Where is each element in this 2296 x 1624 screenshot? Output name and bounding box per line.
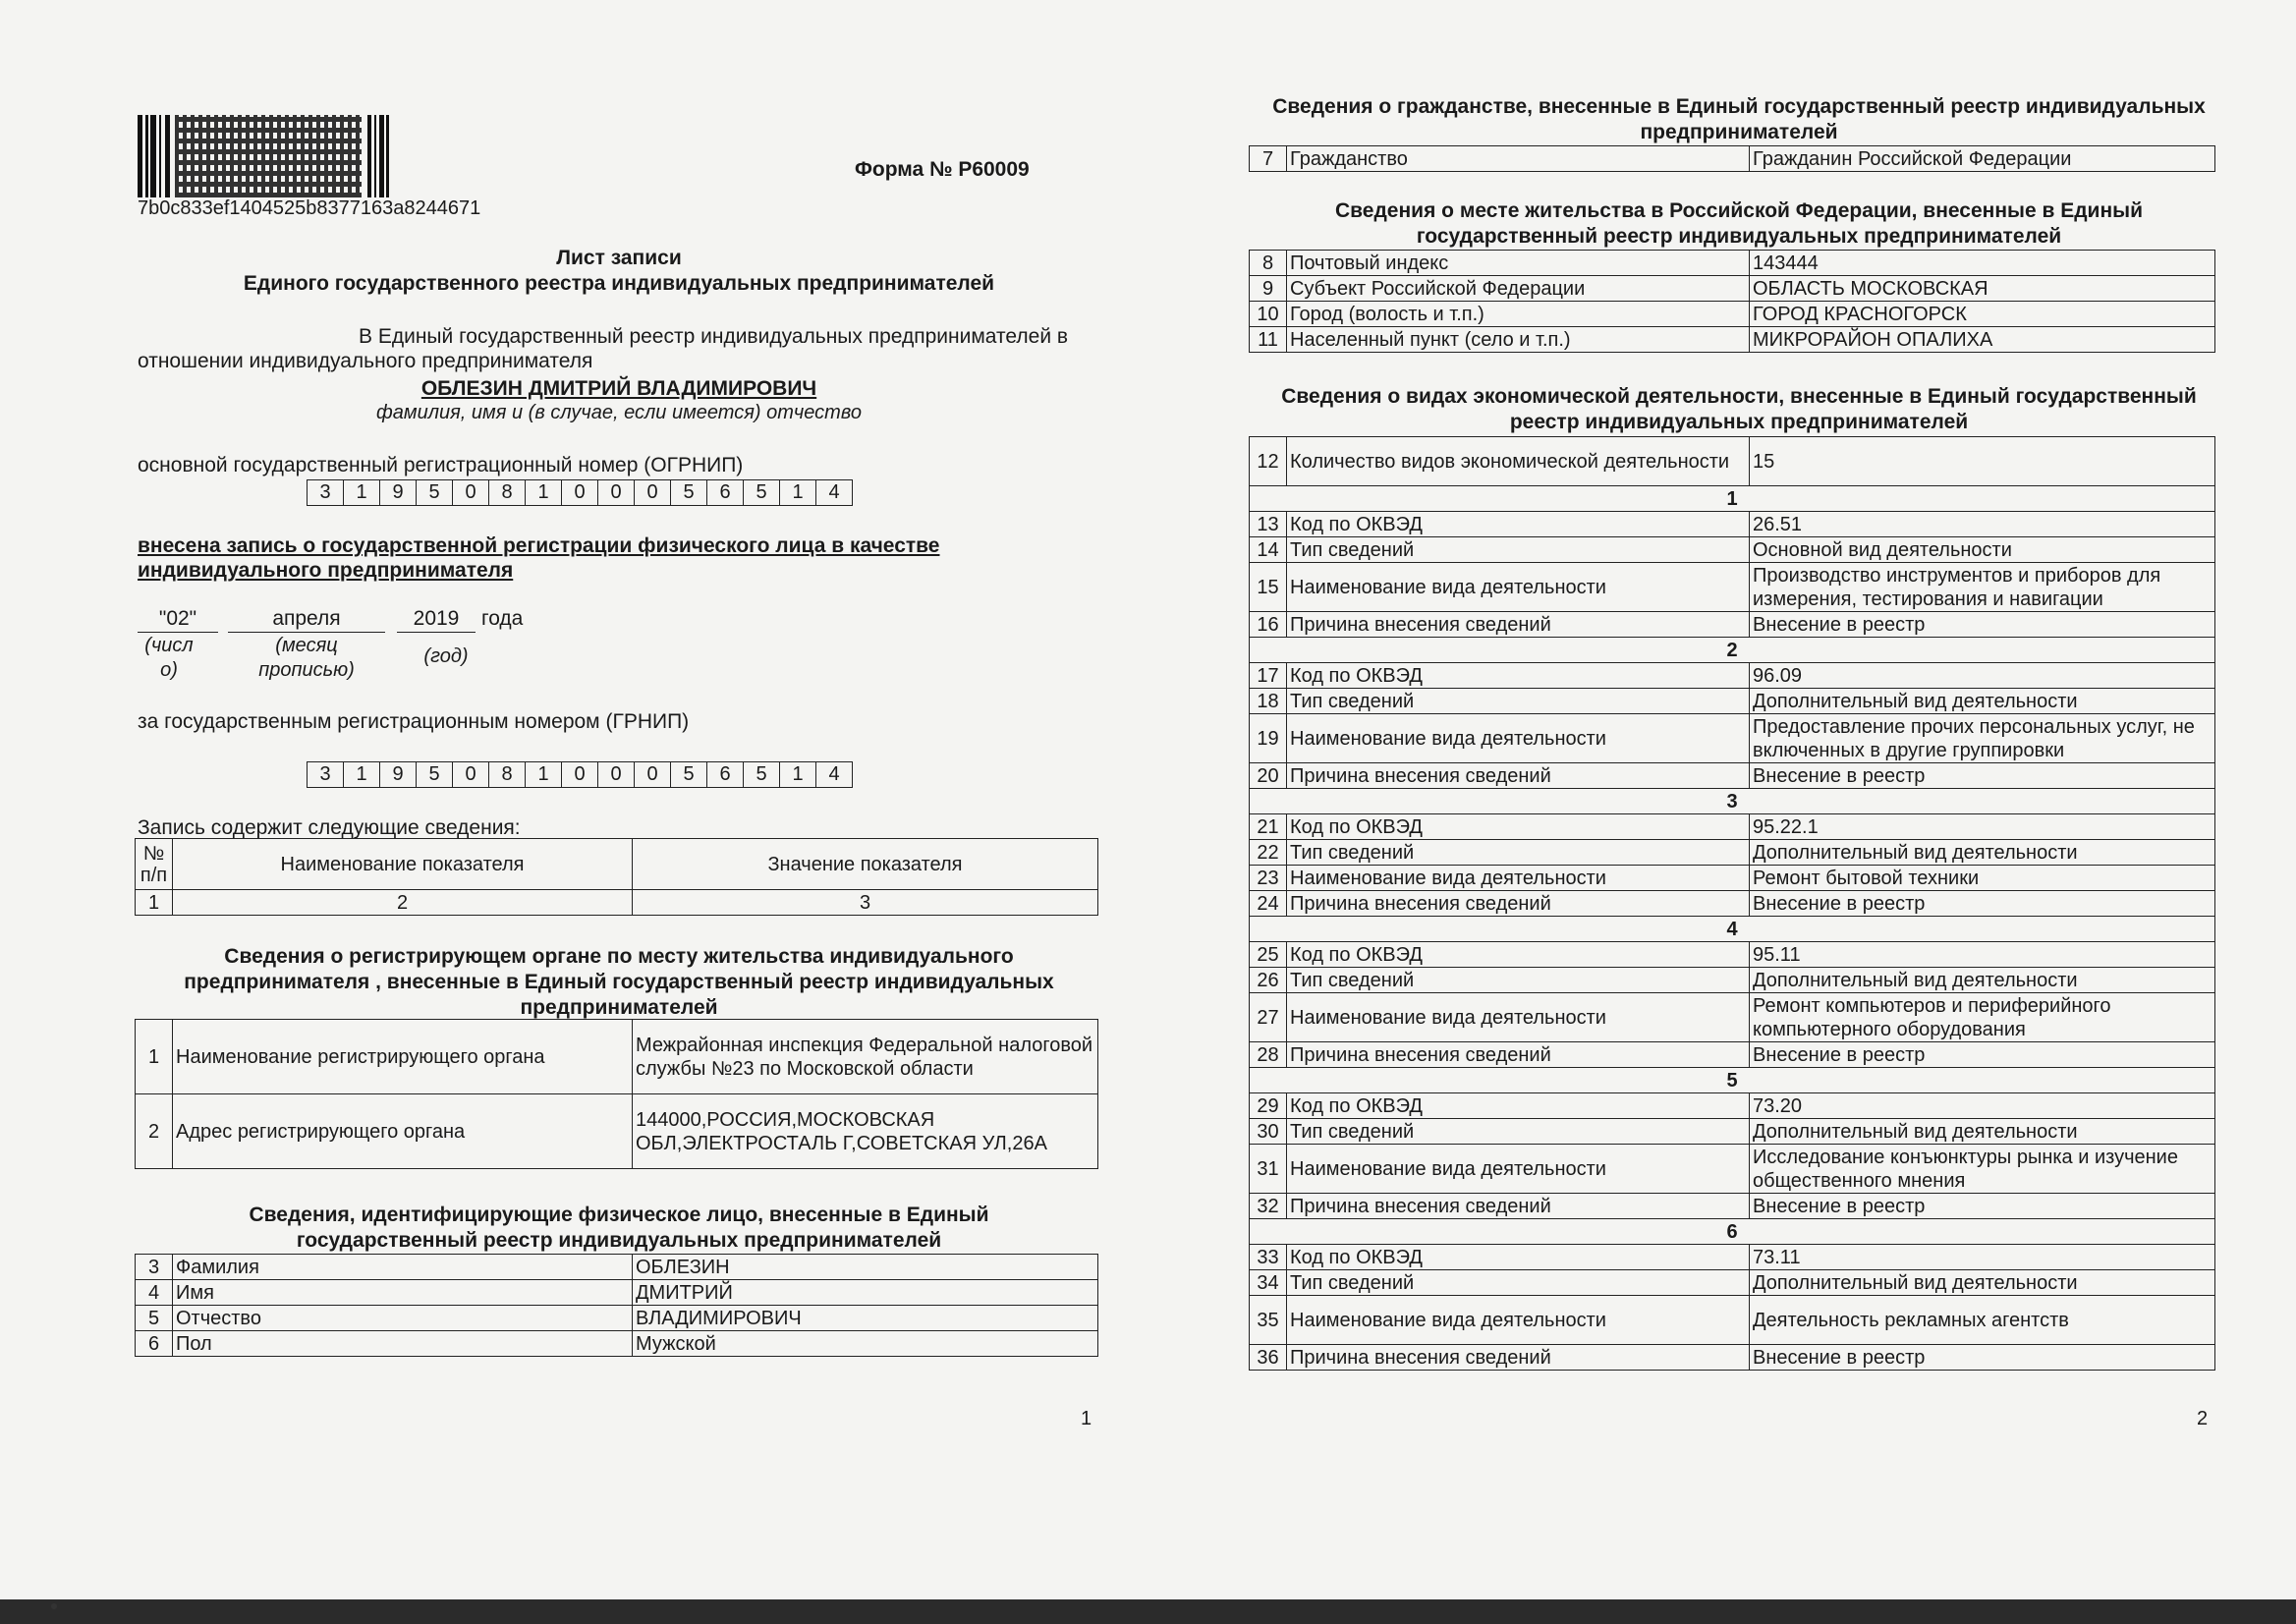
ogrnip-digit: 8	[488, 480, 525, 505]
activity-row	[1250, 942, 2215, 968]
grnip-digit: 1	[525, 762, 561, 787]
row-number: 19	[1250, 714, 1287, 763]
date-year-suffix: года	[481, 607, 524, 630]
activity-group-header	[1250, 1068, 2215, 1093]
row-field-value: 15	[1750, 437, 2215, 486]
activity-row	[1250, 714, 2215, 763]
row-field-name: Фамилия	[173, 1255, 633, 1280]
row-field-name: Причина внесения сведений	[1287, 612, 1750, 638]
row-number: 36	[1250, 1345, 1287, 1371]
ogrnip-digit: 5	[743, 480, 779, 505]
person-row	[136, 1255, 1098, 1280]
citizenship-table	[1249, 145, 2215, 172]
grnip-digit: 6	[706, 762, 743, 787]
row-number: 4	[136, 1280, 173, 1306]
activity-row	[1250, 1145, 2215, 1194]
ogrnip-digit: 6	[706, 480, 743, 505]
row-field-value: Дополнительный вид деятельности	[1750, 968, 2215, 993]
row-number: 18	[1250, 689, 1287, 714]
row-field-name: Причина внесения сведений	[1287, 1042, 1750, 1068]
row-number: 32	[1250, 1194, 1287, 1219]
row-number: 2	[136, 1094, 173, 1169]
intro-line-1: В Единый государственный реестр индивидуальных предпринимателей в	[359, 325, 1069, 348]
record-line-1: внесена запись о государственной регистрации физического лица в качестве	[138, 534, 940, 557]
person-table	[135, 1254, 1098, 1357]
ogrnip-digit: 1	[525, 480, 561, 505]
row-field-value: Дополнительный вид деятельности	[1750, 1270, 2215, 1296]
row-number: 31	[1250, 1145, 1287, 1194]
section-residence-title: Сведения о месте жительства в Российской Федерации, внесенные в Единый государственный реестр индивидуальных предпринимателей	[1334, 199, 2143, 248]
row-field-name: Наименование вида деятельности	[1287, 993, 1750, 1042]
activity-group-header	[1250, 638, 2215, 663]
row-field-value: Производство инструментов и приборов для измерения, тестирования и навигации	[1750, 563, 2215, 612]
row-field-name: Тип сведений	[1287, 968, 1750, 993]
row-field-name: Адрес регистрирующего органа	[173, 1094, 633, 1169]
row-field-name: Тип сведений	[1287, 537, 1750, 563]
row-field-name: Город (волость и т.п.)	[1287, 302, 1750, 327]
row-field-value: 95.11	[1750, 942, 2215, 968]
ogrnip-label: основной государственный регистрационный номер (ОГРНИП)	[138, 454, 744, 476]
residence-row	[1250, 276, 2215, 302]
row-field-value: Основной вид деятельности	[1750, 537, 2215, 563]
grnip-digits	[307, 761, 853, 788]
row-field-name: Гражданство	[1287, 146, 1750, 172]
row-field-value: Деятельность рекламных агентств	[1750, 1296, 2215, 1345]
row-field-value: 26.51	[1750, 512, 2215, 537]
row-field-value: ОБЛАСТЬ МОСКОВСКАЯ	[1750, 276, 2215, 302]
row-field-value: 143444	[1750, 251, 2215, 276]
activity-group-number: 4	[1250, 917, 2215, 942]
ogrnip-digit: 0	[561, 480, 597, 505]
grnip-digit: 3	[319, 763, 331, 785]
grnip-digit: 0	[452, 762, 488, 787]
row-field-value: Предоставление прочих персональных услуг, не включенных в другие группировки	[1750, 714, 2215, 763]
col-number-1: 1	[136, 890, 173, 916]
row-field-name: Код по ОКВЭД	[1287, 512, 1750, 537]
row-number: 7	[1250, 146, 1287, 172]
person-row	[136, 1331, 1098, 1357]
row-number: 1	[136, 1020, 173, 1094]
row-number: 23	[1250, 866, 1287, 891]
citizenship-row	[1250, 146, 2215, 172]
row-field-name: Причина внесения сведений	[1287, 1194, 1750, 1219]
row-field-name: Субъект Российской Федерации	[1287, 276, 1750, 302]
col-number-3: 3	[633, 890, 1098, 916]
ogrnip-digit: 0	[634, 480, 670, 505]
ogrnip-digit: 0	[452, 480, 488, 505]
activity-row	[1250, 1296, 2215, 1345]
grnip-digit: 5	[743, 762, 779, 787]
row-number: 3	[136, 1255, 173, 1280]
registrar-row	[136, 1094, 1098, 1169]
row-field-value: 73.11	[1750, 1245, 2215, 1270]
activity-row	[1250, 891, 2215, 917]
person-name: ОБЛЕЗИН ДМИТРИЙ ВЛАДИМИРОВИЧ	[420, 377, 817, 400]
activity-row	[1250, 763, 2215, 789]
row-field-name: Код по ОКВЭД	[1287, 663, 1750, 689]
grnip-digit: 1	[779, 762, 815, 787]
ogrnip-digit: 4	[815, 480, 852, 505]
row-field-value: Внесение в реестр	[1750, 1042, 2215, 1068]
row-field-value: ГОРОД КРАСНОГОРСК	[1750, 302, 2215, 327]
grnip-digit: 0	[597, 762, 634, 787]
row-field-name: Наименование вида деятельности	[1287, 866, 1750, 891]
activity-row	[1250, 1194, 2215, 1219]
date-day-caption: (числ о)	[144, 635, 194, 681]
row-field-name: Наименование вида деятельности	[1287, 714, 1750, 763]
ogrnip-digit: 1	[779, 480, 815, 505]
activity-row	[1250, 1245, 2215, 1270]
page-number-2: 2	[2197, 1408, 2209, 1429]
title-line-1: Лист записи	[556, 247, 682, 269]
row-field-value: 95.22.1	[1750, 814, 2215, 840]
column-header-table	[135, 838, 1098, 916]
row-number: 15	[1250, 563, 1287, 612]
row-field-value: Внесение в реестр	[1750, 891, 2215, 917]
barcode-text: 7b0c833ef1404525b8377163a8244671	[138, 197, 481, 219]
row-field-value: 73.20	[1750, 1093, 2215, 1119]
row-field-value: Дополнительный вид деятельности	[1750, 840, 2215, 866]
row-field-name: Наименование вида деятельности	[1287, 563, 1750, 612]
row-field-value: Мужской	[633, 1331, 1098, 1357]
date-year: 2019	[397, 606, 476, 633]
registrar-table	[135, 1019, 1098, 1169]
col-header-number: № п/п	[136, 839, 173, 890]
row-number: 26	[1250, 968, 1287, 993]
activity-group-number: 2	[1250, 638, 2215, 663]
row-field-value: Ремонт компьютеров и периферийного компьютерного оборудования	[1750, 993, 2215, 1042]
intro-line-2: отношении индивидуального предпринимателя	[138, 350, 593, 372]
row-field-name: Наименование вида деятельности	[1287, 1296, 1750, 1345]
ogrnip-digit: 5	[416, 480, 452, 505]
row-field-value: Внесение в реестр	[1750, 763, 2215, 789]
grnip-digit: 0	[634, 762, 670, 787]
row-field-name: Пол	[173, 1331, 633, 1357]
person-row	[136, 1306, 1098, 1331]
page-number-1: 1	[1081, 1408, 1092, 1429]
ogrnip-digit: 9	[379, 480, 416, 505]
row-number: 35	[1250, 1296, 1287, 1345]
residence-table	[1249, 250, 2215, 353]
ogrnip-digits	[307, 479, 853, 506]
row-number: 27	[1250, 993, 1287, 1042]
row-field-value: Исследование конъюнктуры рынка и изучение общественного мнения	[1750, 1145, 2215, 1194]
row-field-name: Тип сведений	[1287, 689, 1750, 714]
grnip-label: за государственным регистрационным номером (ГРНИП)	[138, 710, 690, 733]
activity-group-header	[1250, 917, 2215, 942]
grnip-digit: 0	[561, 762, 597, 787]
row-number: 30	[1250, 1119, 1287, 1145]
form-number-text: Форма № Р60009	[855, 158, 1030, 181]
record-line-2: индивидуального предпринимателя	[138, 559, 514, 582]
residence-row	[1250, 327, 2215, 353]
person-row	[136, 1280, 1098, 1306]
ogrnip-digit: 0	[597, 480, 634, 505]
row-number: 22	[1250, 840, 1287, 866]
row-field-name: Причина внесения сведений	[1287, 891, 1750, 917]
row-number: 9	[1250, 276, 1287, 302]
row-field-name: Наименование вида деятельности	[1287, 1145, 1750, 1194]
activity-row	[1250, 563, 2215, 612]
row-number: 5	[136, 1306, 173, 1331]
row-number: 25	[1250, 942, 1287, 968]
row-number: 12	[1250, 437, 1287, 486]
row-number: 6	[136, 1331, 173, 1357]
activity-row	[1250, 689, 2215, 714]
row-number: 13	[1250, 512, 1287, 537]
row-field-value: Ремонт бытовой техники	[1750, 866, 2215, 891]
registrar-row	[136, 1020, 1098, 1094]
row-number: 11	[1250, 327, 1287, 353]
row-field-value: Дополнительный вид деятельности	[1750, 1119, 2215, 1145]
row-field-name: Тип сведений	[1287, 1119, 1750, 1145]
row-field-name: Причина внесения сведений	[1287, 763, 1750, 789]
page-title	[138, 246, 1100, 297]
row-field-name: Почтовый индекс	[1287, 251, 1750, 276]
scanner-edge	[0, 1599, 2296, 1624]
row-field-value: 96.09	[1750, 663, 2215, 689]
row-field-value: МИКРОРАЙОН ОПАЛИХА	[1750, 327, 2215, 353]
activity-row	[1250, 866, 2215, 891]
contents-label: Запись содержит следующие сведения:	[138, 816, 521, 839]
activity-count-row	[1250, 437, 2215, 486]
activity-row	[1250, 840, 2215, 866]
row-field-name: Код по ОКВЭД	[1287, 1245, 1750, 1270]
record-sheet-page-2	[1149, 0, 2296, 1592]
activity-row	[1250, 1270, 2215, 1296]
title-line-2: Единого государственного реестра индивидуальных предпринимателей	[243, 272, 995, 295]
row-field-value: Гражданин Российской Федерации	[1750, 146, 2215, 172]
activity-group-number: 1	[1250, 486, 2215, 512]
activity-group-number: 6	[1250, 1219, 2215, 1245]
date-year-caption: (год)	[423, 645, 469, 667]
date-day: "02"	[138, 606, 218, 633]
row-field-name: Код по ОКВЭД	[1287, 814, 1750, 840]
row-number: 8	[1250, 251, 1287, 276]
row-number: 24	[1250, 891, 1287, 917]
activity-row	[1250, 612, 2215, 638]
row-number: 29	[1250, 1093, 1287, 1119]
activity-row	[1250, 512, 2215, 537]
activity-row	[1250, 537, 2215, 563]
barcode	[138, 115, 393, 197]
activity-group-header	[1250, 1219, 2215, 1245]
row-field-value: Межрайонная инспекция Федеральной налоговой службы №23 по Московской области	[633, 1020, 1098, 1094]
activity-row	[1250, 1093, 2215, 1119]
activity-table	[1249, 436, 2215, 1371]
row-number: 33	[1250, 1245, 1287, 1270]
section-citizenship-title: Сведения о гражданстве, внесенные в Единый государственный реестр индивидуальных предпринимателей	[1272, 95, 2206, 143]
activity-group-header	[1250, 486, 2215, 512]
row-field-value: ОБЛЕЗИН	[633, 1255, 1098, 1280]
activity-group-number: 3	[1250, 789, 2215, 814]
col-number-2: 2	[173, 890, 633, 916]
form-number	[855, 157, 1030, 183]
row-field-value: ДМИТРИЙ	[633, 1280, 1098, 1306]
grnip-digit: 5	[416, 762, 452, 787]
grnip-digit: 5	[670, 762, 706, 787]
date-month: апреля	[228, 606, 385, 633]
row-number: 17	[1250, 663, 1287, 689]
activity-row	[1250, 814, 2215, 840]
date-month-caption: (месяц прописью)	[258, 635, 355, 681]
ogrnip-digit: 5	[670, 480, 706, 505]
residence-row	[1250, 251, 2215, 276]
section-registrar-title: Сведения о регистрирующем органе по месту жительства индивидуального предпринимателя , внесенные в Единый государственный реестр индивидуальных предпринимателей	[184, 945, 1054, 1019]
grnip-digit: 1	[343, 762, 379, 787]
row-number: 34	[1250, 1270, 1287, 1296]
section-activity-title: Сведения о видах экономической деятельности, внесенные в Единый государственный реестр индивидуальных предпринимателей	[1281, 385, 2197, 433]
row-number: 20	[1250, 763, 1287, 789]
grnip-digit: 8	[488, 762, 525, 787]
scan-speck	[51, 1603, 57, 1609]
activity-row	[1250, 993, 2215, 1042]
row-field-name: Отчество	[173, 1306, 633, 1331]
record-sheet-page-1	[0, 0, 1146, 1592]
row-field-value: Внесение в реестр	[1750, 612, 2215, 638]
row-field-value: ВЛАДИМИРОВИЧ	[633, 1306, 1098, 1331]
col-header-name: Наименование показателя	[173, 839, 633, 890]
activity-row	[1250, 663, 2215, 689]
row-field-name: Код по ОКВЭД	[1287, 942, 1750, 968]
row-field-value: Дополнительный вид деятельности	[1750, 689, 2215, 714]
row-number: 14	[1250, 537, 1287, 563]
row-field-name: Наименование регистрирующего органа	[173, 1020, 633, 1094]
row-field-name: Населенный пункт (село и т.п.)	[1287, 327, 1750, 353]
col-header-value: Значение показателя	[633, 839, 1098, 890]
ogrnip-digit: 1	[343, 480, 379, 505]
row-field-value: 144000,РОССИЯ,МОСКОВСКАЯ ОБЛ,ЭЛЕКТРОСТАЛЬ Г,СОВЕТСКАЯ УЛ,26А	[633, 1094, 1098, 1169]
row-number: 16	[1250, 612, 1287, 638]
row-field-value: Внесение в реестр	[1750, 1194, 2215, 1219]
activity-row	[1250, 968, 2215, 993]
row-field-name: Количество видов экономической деятельности	[1287, 437, 1750, 486]
section-person-title: Сведения, идентифицирующие физическое лицо, внесенные в Единый государственный реестр индивидуальных предпринимателей	[249, 1204, 989, 1252]
ogrnip-digit: 3	[319, 481, 331, 503]
activity-row	[1250, 1345, 2215, 1371]
row-field-value: Внесение в реестр	[1750, 1345, 2215, 1371]
row-field-name: Имя	[173, 1280, 633, 1306]
row-field-name: Код по ОКВЭД	[1287, 1093, 1750, 1119]
row-number: 28	[1250, 1042, 1287, 1068]
row-field-name: Тип сведений	[1287, 1270, 1750, 1296]
row-field-name: Причина внесения сведений	[1287, 1345, 1750, 1371]
row-field-name: Тип сведений	[1287, 840, 1750, 866]
activity-group-number: 5	[1250, 1068, 2215, 1093]
activity-row	[1250, 1042, 2215, 1068]
row-number: 10	[1250, 302, 1287, 327]
residence-row	[1250, 302, 2215, 327]
activity-group-header	[1250, 789, 2215, 814]
activity-row	[1250, 1119, 2215, 1145]
grnip-digit: 4	[815, 762, 852, 787]
grnip-digit: 9	[379, 762, 416, 787]
row-number: 21	[1250, 814, 1287, 840]
person-name-caption: фамилия, имя и (в случае, если имеется) отчество	[376, 402, 862, 423]
